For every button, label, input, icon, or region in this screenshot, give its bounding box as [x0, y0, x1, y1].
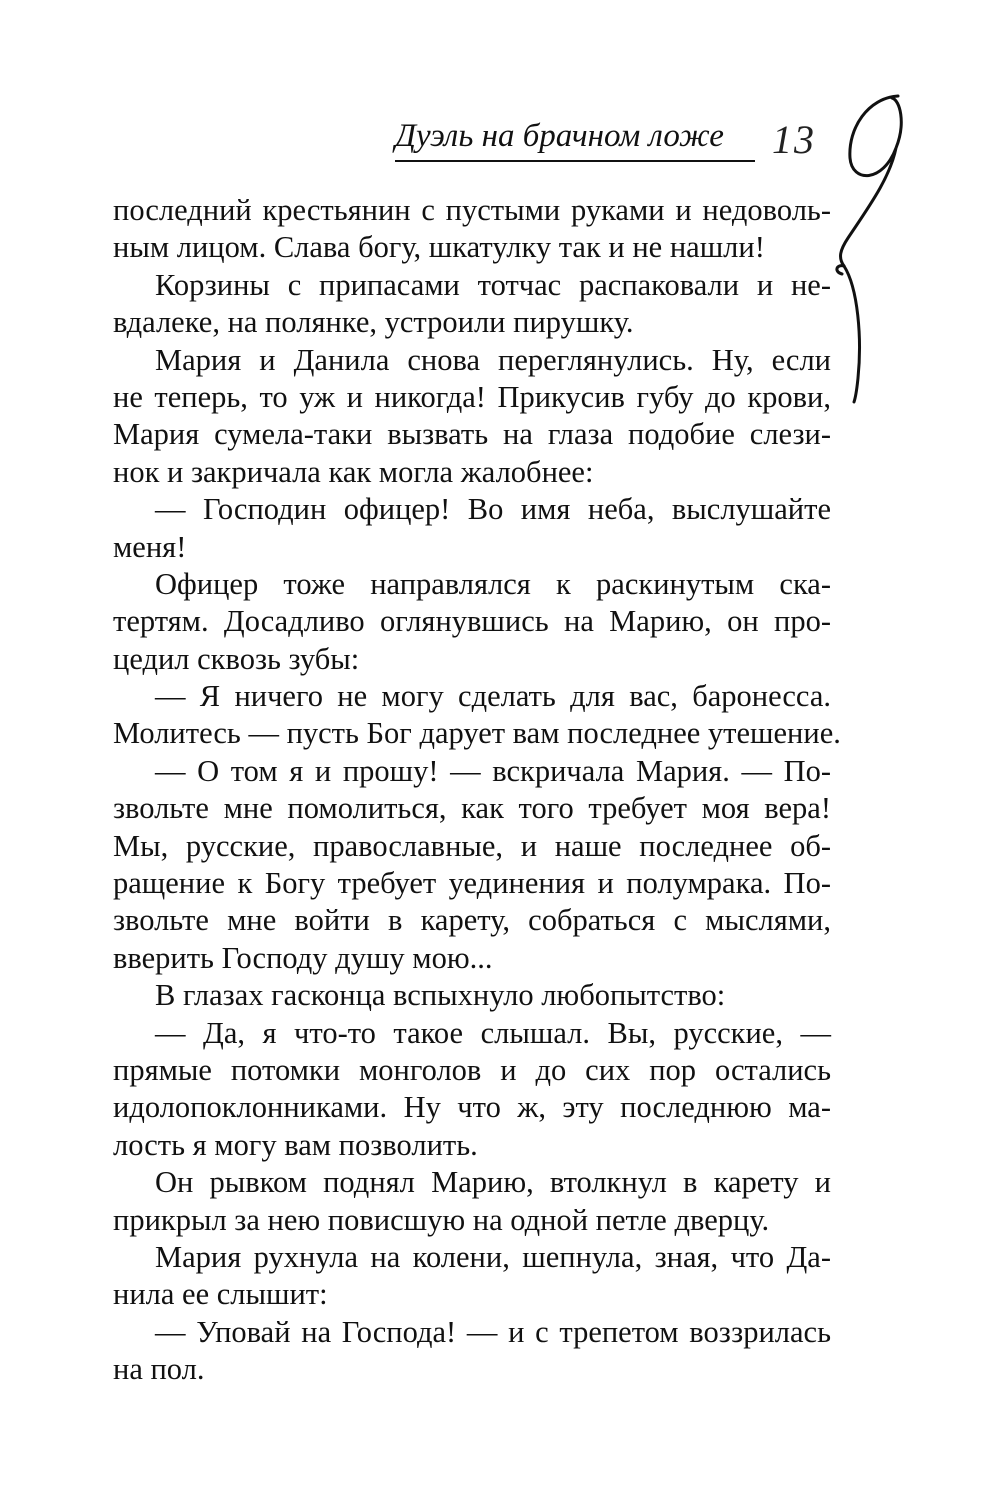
text-line: тертям. Досадливо оглянувшись на Марию, он про- — [113, 604, 831, 639]
text-line: Мария рухнула на колени, шепнула, зная, что Да- — [155, 1239, 831, 1274]
text-line: звольте мне помолиться, как того требует моя вера! — [113, 791, 831, 826]
text-line: ным лицом. Слава богу, шкатулку так и не нашли! — [113, 230, 765, 265]
text-line: нила ее слышит: — [113, 1277, 328, 1312]
header-rule — [395, 160, 755, 162]
text-line: Офицер тоже направлялся к раскинутым ска- — [155, 566, 831, 601]
text-line: цедил сквозь зубы: — [113, 641, 360, 676]
text-line: лость я могу вам позволить. — [113, 1127, 478, 1162]
text-line: — Господин офицер! Во имя неба, выслушайте — [155, 492, 831, 527]
text-line: — Я ничего не могу сделать для вас, баронесса. — [155, 679, 831, 714]
text-line: Корзины с припасами тотчас распаковали и не- — [155, 267, 831, 302]
text-line: нок и закричала как могла жалобнее: — [113, 454, 594, 489]
text-line: вверить Господу душу мою... — [113, 940, 493, 975]
text-line: идолопоклонниками. Ну что ж, эту последнюю ма- — [113, 1090, 831, 1125]
text-line: меня! — [113, 529, 187, 564]
text-line: вдалеке, на полянке, устроили пирушку. — [113, 305, 634, 340]
text-line: — Уповай на Господа! — и с трепетом воззрилась — [155, 1314, 831, 1349]
text-line: на пол. — [113, 1352, 205, 1387]
text-line: не теперь, то уж и никогда! Прикусив губу до крови, — [113, 379, 831, 414]
text-line: Мария и Данила снова переглянулись. Ну, если — [155, 342, 831, 377]
text-line: — О том я и прошу! — вскричала Мария. — По- — [155, 753, 831, 788]
text-line: Он рывком поднял Марию, втолкнул в карету и — [155, 1165, 831, 1200]
text-line: прикрыл за нею повисшую на одной петле дверцу. — [113, 1202, 770, 1237]
text-line: звольте мне войти в карету, собраться с мыслями, — [113, 903, 831, 938]
text-line: последний крестьянин с пустыми руками и недоволь- — [113, 193, 831, 227]
text-line: ращение к Богу требует уединения и полумрака. По- — [113, 866, 831, 901]
text-line: Молитесь — пусть Бог дарует вам последнее утешение. — [113, 716, 841, 751]
body-text — [113, 192, 841, 1389]
text-line: В глазах гасконца вспыхнуло любопытство: — [155, 978, 726, 1013]
page-number: 13 — [772, 117, 816, 162]
text-line: — Да, я что-то такое слышал. Вы, русские, — — [155, 1015, 831, 1050]
text-line: Мария сумела-таки вызвать на глаза подобие слези- — [113, 417, 831, 452]
decorative-flourish-icon — [828, 88, 918, 408]
text-line: Мы, русские, православные, и наше последнее об- — [113, 828, 831, 863]
text-line: прямые потомки монголов и до сих пор остались — [113, 1052, 831, 1087]
running-header-title: Дуэль на брачном ложе — [395, 118, 724, 154]
